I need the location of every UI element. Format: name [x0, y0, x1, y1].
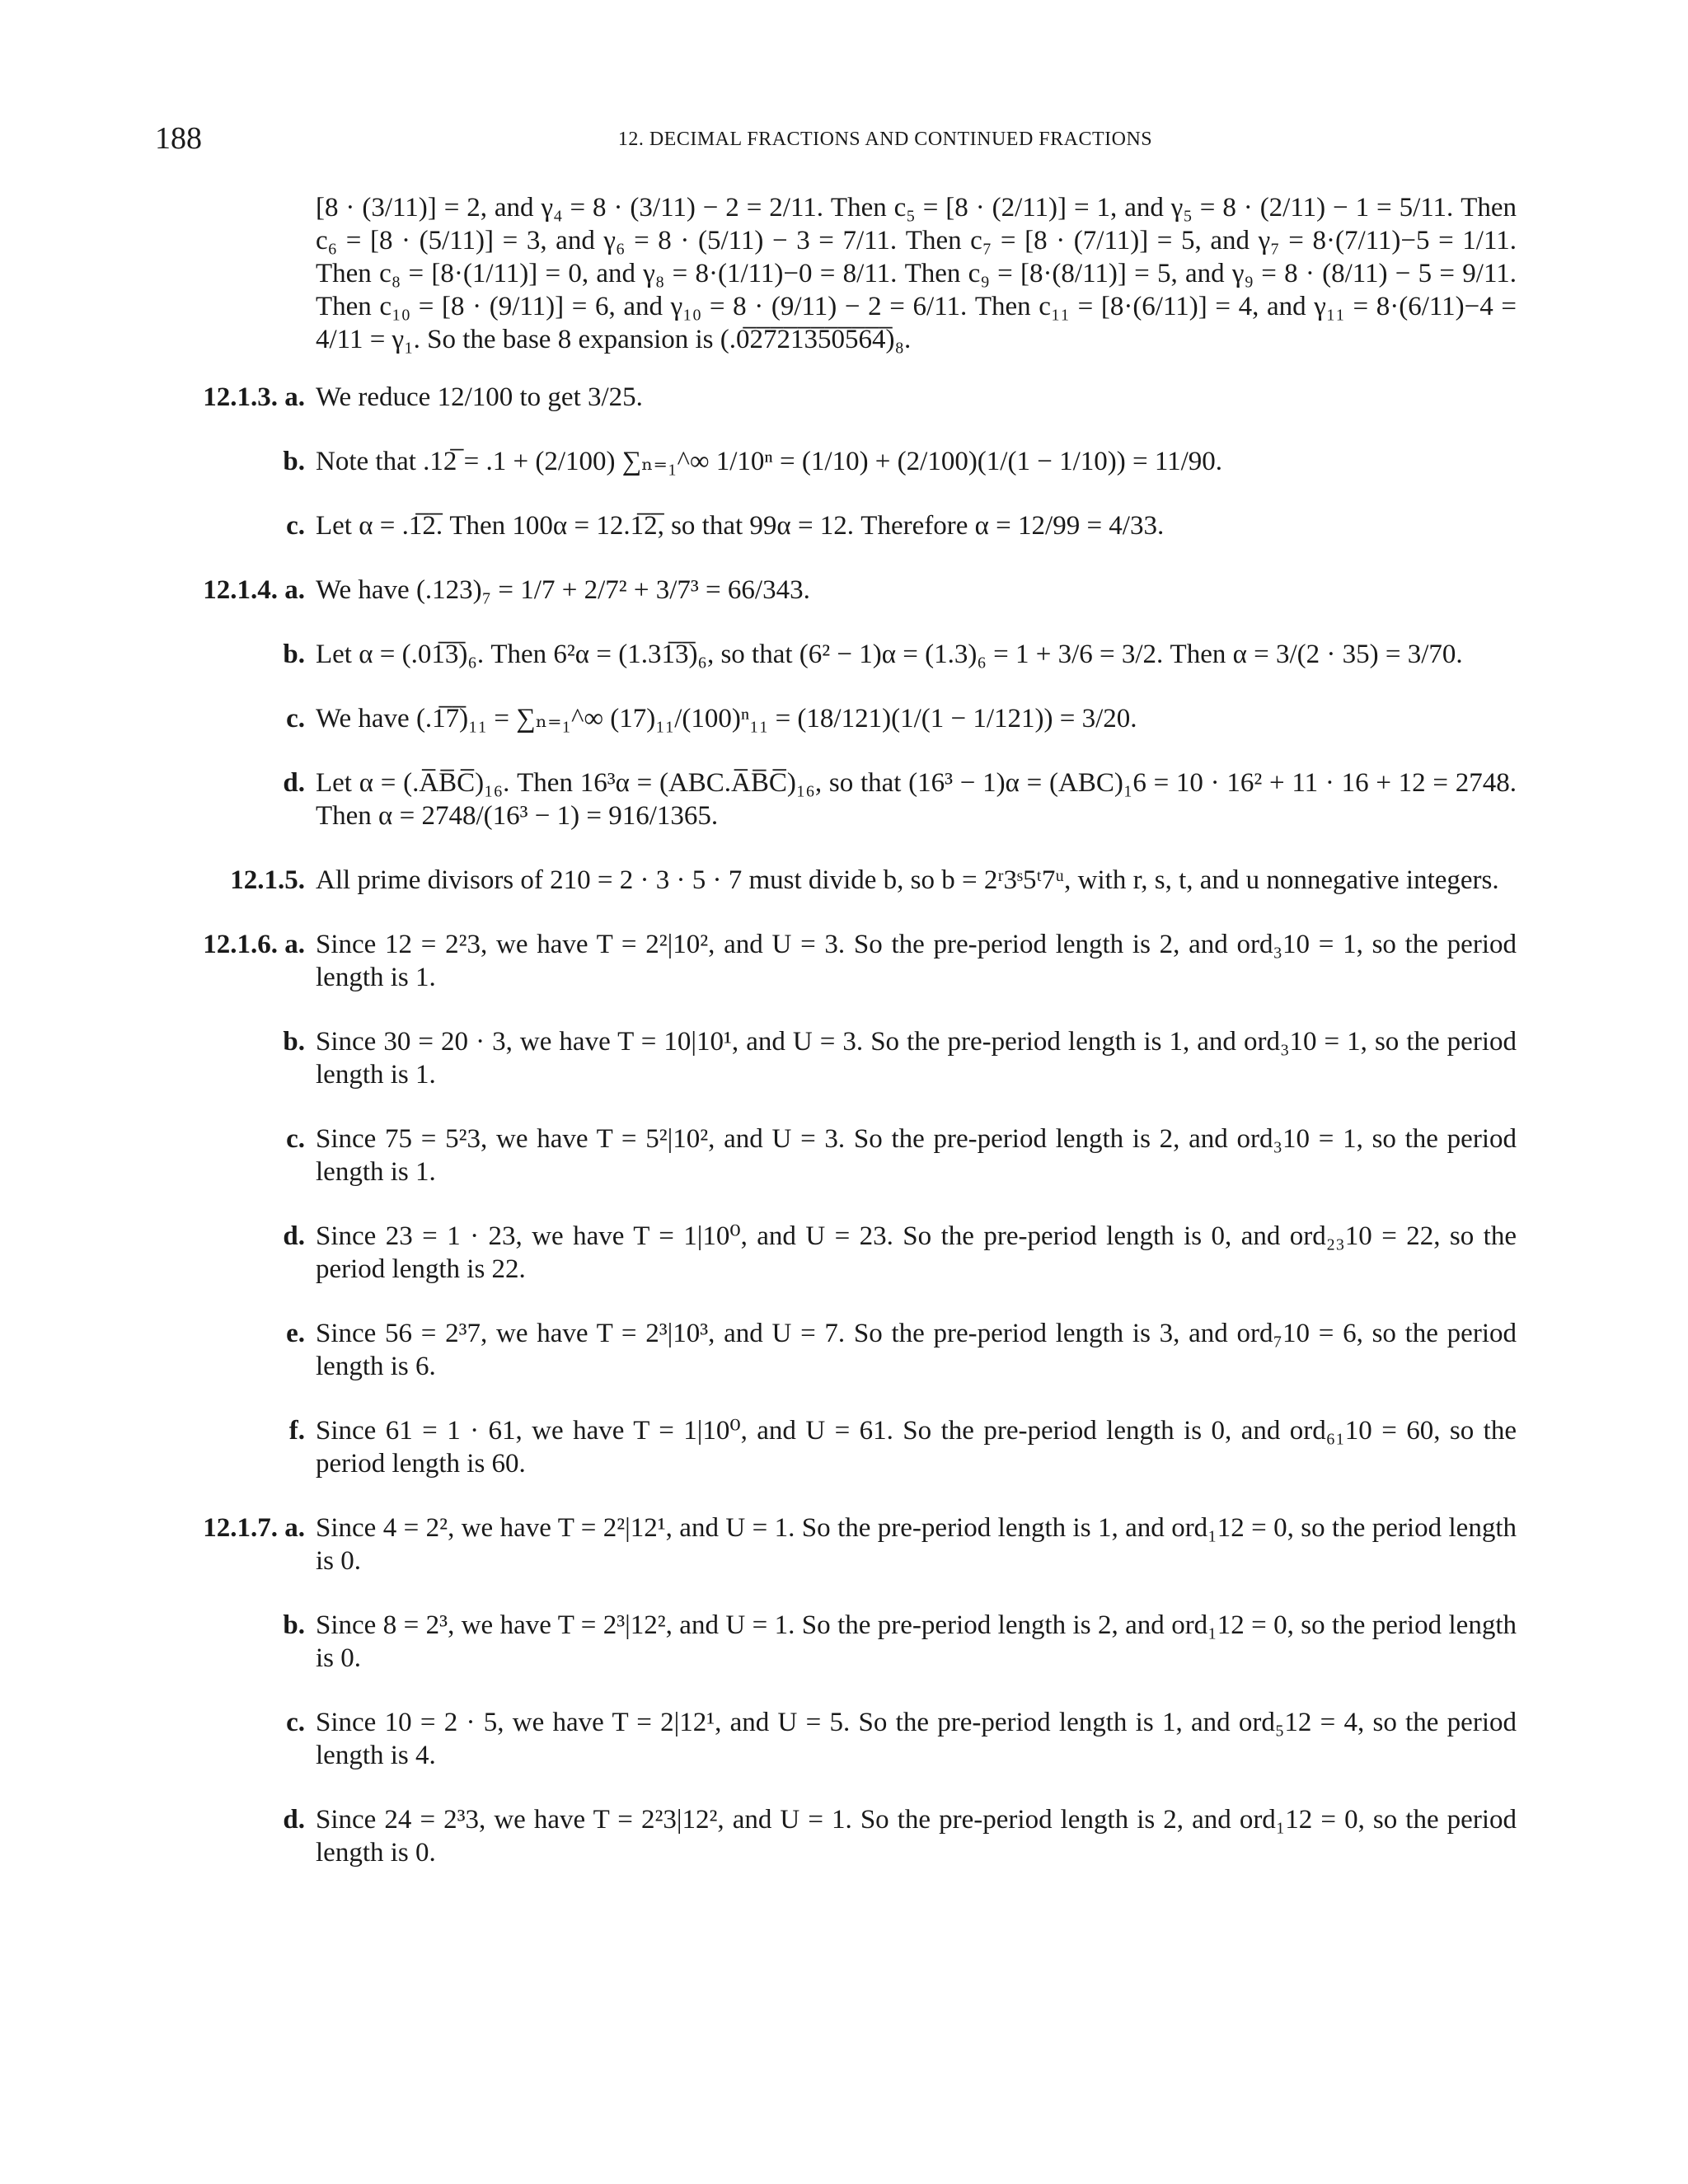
item-text: Since 24 = 2³3, we have T = 2²3|12², and U = 1. So the pre-period length is 2, and ord₁12 = 0, so the period length is 0. [316, 1805, 1517, 1868]
exercise-12-1-7-c [181, 1706, 1517, 1772]
item-label: c. [286, 704, 305, 733]
item-text: Since 30 = 20 · 3, we have T = 10|10¹, and U = 3. So the pre-period length is 1, and ord₃10 = 1, so the period length is 1. [316, 1027, 1517, 1090]
item-label: d. [283, 1805, 305, 1835]
exercise-12-1-6-e [181, 1317, 1517, 1383]
item-label: e. [286, 1319, 305, 1348]
exercise-12-1-4-c [181, 702, 1517, 735]
item-text: Since 75 = 5²3, we have T = 5²|10², and U = 3. So the pre-period length is 2, and ord₃10 = 1, so the period length is 1. [316, 1124, 1517, 1187]
running-header: 12. DECIMAL FRACTIONS AND CONTINUED FRACTIONS [617, 129, 1153, 150]
exercise-12-1-6-f [181, 1414, 1517, 1480]
item-text: All prime divisors of 210 = 2 · 3 · 5 · 7 must divide b, so b = 2ʳ3ˢ5ᵗ7ᵘ, with r, s, t, and u nonnegative integers. [316, 865, 1499, 895]
exercise-12-1-3-c [181, 509, 1517, 542]
item-label: c. [286, 511, 305, 541]
exercise-12-1-3-a [181, 381, 1517, 414]
item-text: Since 61 = 1 · 61, we have T = 1|10⁰, and U = 61. So the pre-period length is 0, and ord₆₁10 = 60, so the period length is 60. [316, 1416, 1517, 1479]
continued-paragraph: [8 · (3/11)] = 2, and γ₄ = 8 · (3/11) − 2 = 2/11. Then c₅ = [8 · (2/11)] = 1, and γ₅ = 8 · (2/11) − 1 = 5/11. Then c₆ = [8 · (5/11)] = 3, and γ₆ = 8 · (5/11) − 3 = 7/11. Then c₇ = [8 · (7/11)] = 5, and γ₇ = 8·(7/11)−5 = 1/11. Then c₈ = [8·(1/11)] = 0, and γ₈ = 8·(1/11)−0 = 8/11. Then c₉ = [8·(8/11)] = 5, and γ₉ = 8 · (8/11) − 5 = 9/11. Then c₁₀ = [8 · (9/11)] = 6, and γ₁₀ = 8 · (9/11) − 2 = 6/11. Then c₁₁ = [8·(6/11)] = 4, and γ₁₁ = 8·(6/11)−4 = 4/11 = γ₁. So the base 8 expansion is (.0̅2̅7̅2̅1̅3̅5̅0̅5̅6̅4̅)₈. [316, 193, 1517, 354]
item-text: We have (.123)₇ = 1/7 + 2/7² + 3/7³ = 66/343. [316, 575, 810, 605]
exercise-12-1-4-b [181, 638, 1517, 671]
exercise-12-1-7-d [181, 1803, 1517, 1869]
item-text: Let α = .1̅2̅. Then 100α = 12.1̅2̅, so that 99α = 12. Therefore α = 12/99 = 4/33. [316, 511, 1165, 541]
exercise-12-1-7-b [181, 1609, 1517, 1675]
exercise-12-1-4-a [181, 574, 1517, 607]
exercise-12-1-4-d [181, 766, 1517, 832]
page-number: 188 [155, 121, 202, 156]
item-label: f. [288, 1416, 305, 1446]
item-label: d. [283, 1221, 305, 1251]
item-text: We reduce 12/100 to get 3/25. [316, 382, 643, 412]
exercise-12-1-5 [181, 864, 1517, 897]
page-body [181, 191, 1517, 1900]
item-text: Since 23 = 1 · 23, we have T = 1|10⁰, and U = 23. So the pre-period length is 0, and ord₂₃10 = 22, so the period length is 22. [316, 1221, 1517, 1284]
item-label: b. [283, 640, 305, 669]
item-text: Since 12 = 2²3, we have T = 2²|10², and U = 3. So the pre-period length is 2, and ord₃10 = 1, so the period length is 1. [316, 930, 1517, 992]
item-text: Since 10 = 2 · 5, we have T = 2|12¹, and U = 5. So the pre-period length is 1, and ord₅12 = 4, so the period length is 4. [316, 1708, 1517, 1770]
item-text: Since 4 = 2², we have T = 2²|12¹, and U = 1. So the pre-period length is 1, and ord₁12 = 0, so the period length is 0. [316, 1513, 1517, 1576]
exercise-12-1-6-a [181, 928, 1517, 994]
item-text: We have (.1̅7̅)₁₁ = ∑ₙ₌₁^∞ (17)₁₁/(100)ⁿ₁₁ = (18/121)(1/(1 − 1/121)) = 3/20. [316, 704, 1137, 733]
item-label: 12.1.6. a. [203, 930, 305, 959]
item-text: Since 56 = 2³7, we have T = 2³|10³, and U = 7. So the pre-period length is 3, and ord₇10 = 6, so the period length is 6. [316, 1319, 1517, 1381]
item-text: Note that .12̅ = .1 + (2/100) ∑ₙ₌₁^∞ 1/10ⁿ = (1/10) + (2/100)(1/(1 − 1/10)) = 11/90. [316, 447, 1223, 476]
item-label: b. [283, 1610, 305, 1640]
exercise-12-1-7-a [181, 1511, 1517, 1577]
item-text: Let α = (.01̅3̅)₆. Then 6²α = (1.31̅3̅)₆, so that (6² − 1)α = (1.3)₆ = 1 + 3/6 = 3/2. Then α = 3/(2 · 35) = 3/70. [316, 640, 1463, 669]
item-text: Since 8 = 2³, we have T = 2³|12², and U = 1. So the pre-period length is 2, and ord₁12 = 0, so the period length is 0. [316, 1610, 1517, 1673]
item-label: 12.1.4. a. [203, 575, 305, 605]
item-label: c. [286, 1124, 305, 1154]
item-label: c. [286, 1708, 305, 1737]
item-label: 12.1.5. [230, 865, 305, 895]
item-label: b. [283, 447, 305, 476]
item-label: 12.1.7. a. [203, 1513, 305, 1543]
item-label: 12.1.3. a. [203, 382, 305, 412]
exercise-12-1-6-c [181, 1122, 1517, 1188]
exercise-12-1-6-b [181, 1025, 1517, 1091]
exercise-12-1-3-b [181, 445, 1517, 478]
item-text: Let α = (.A̅B̅C̅)₁₆. Then 16³α = (ABC.A̅B̅C̅)₁₆, so that (16³ − 1)α = (ABC)₁6 = 10 · 16² + 11 · 16 + 12 = 2748. Then α = 2748/(16³ − 1) = 916/1365. [316, 768, 1517, 831]
item-label: b. [283, 1027, 305, 1057]
exercise-12-1-6-d [181, 1220, 1517, 1286]
item-label: d. [283, 768, 305, 798]
